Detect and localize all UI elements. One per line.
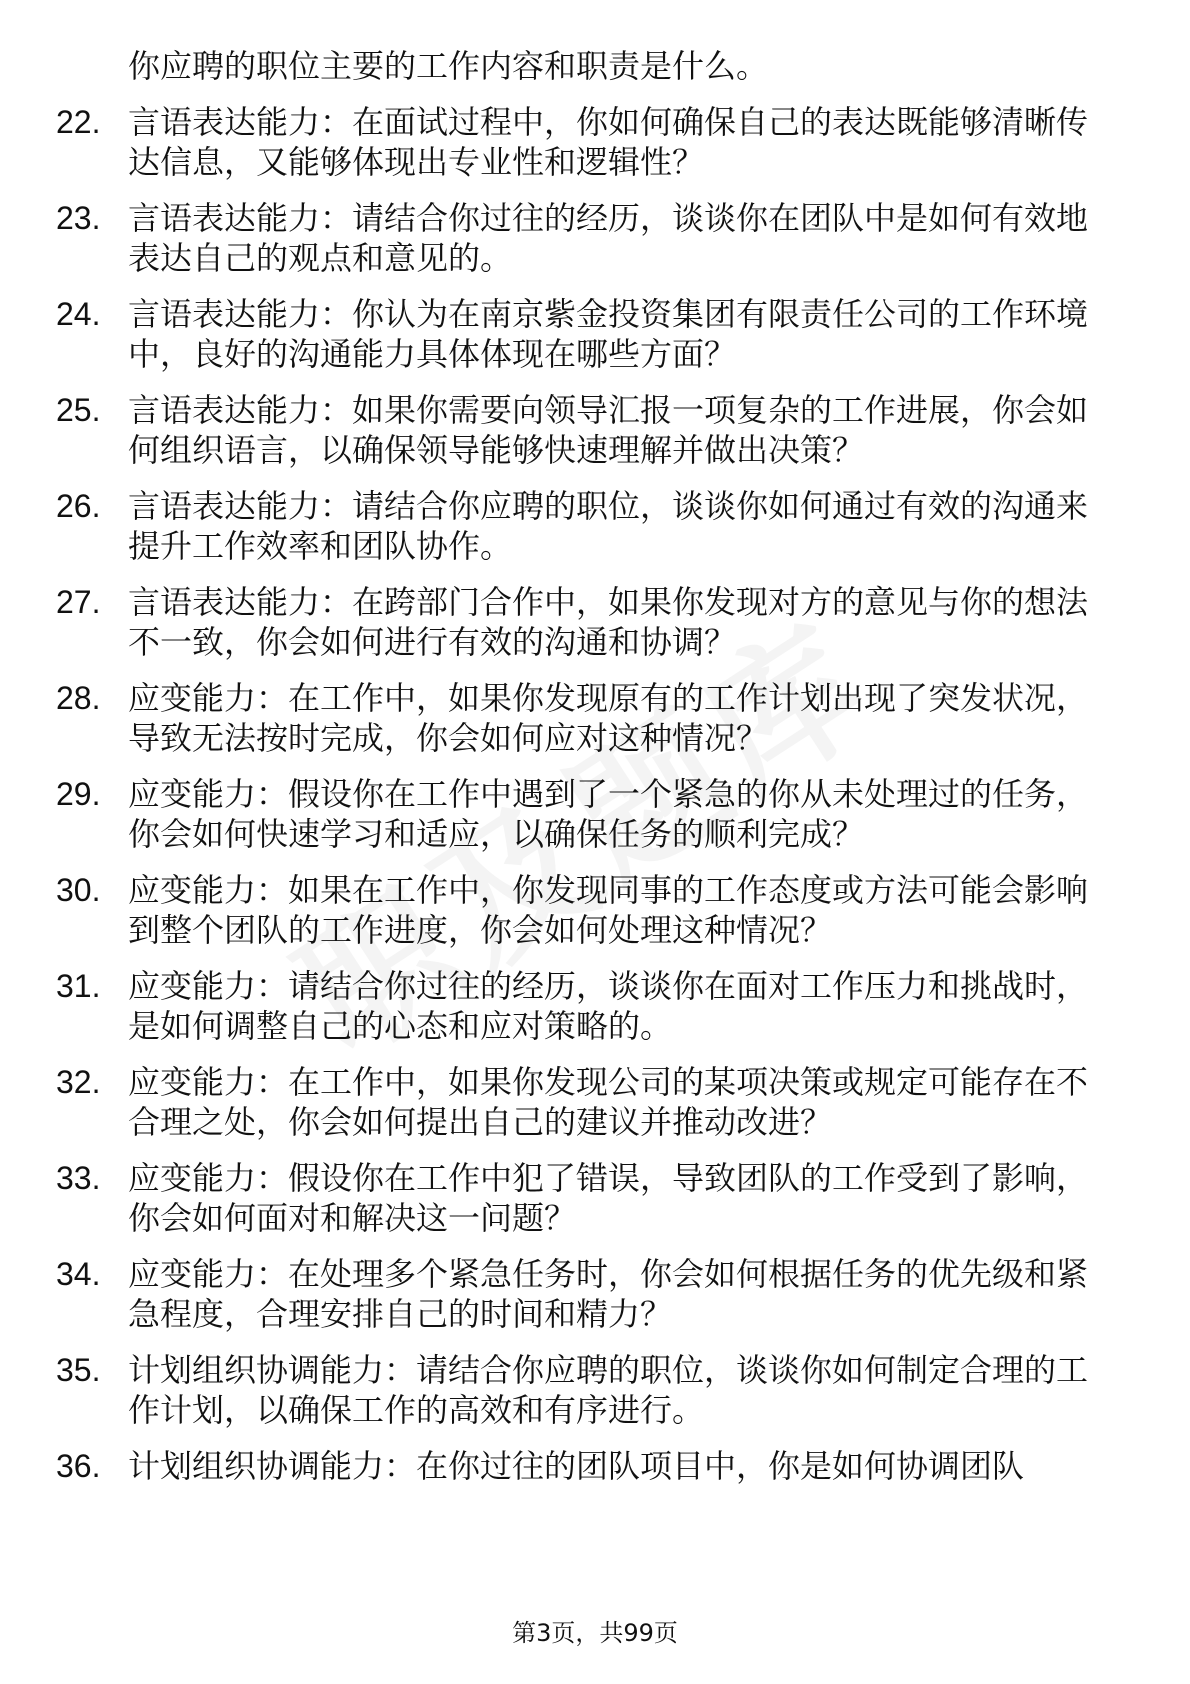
question-item: [56, 390, 1116, 470]
question-item: [56, 1446, 1116, 1486]
question-item: [56, 966, 1116, 1046]
question-item: [56, 1062, 1116, 1142]
question-text: 言语表达能力：如果你需要向领导汇报一项复杂的工作进展，你会如何组织语言，以确保领导能够快速理解并做出决策？: [128, 391, 1089, 469]
question-number: 36.: [56, 1448, 101, 1484]
question-item: [56, 582, 1116, 662]
question-list: [56, 46, 1116, 1502]
question-item: [56, 870, 1116, 950]
question-number: 31.: [56, 968, 101, 1004]
question-number: 25.: [56, 392, 101, 428]
continued-text: 你应聘的职位主要的工作内容和职责是什么。: [128, 47, 769, 85]
question-text: 应变能力：如果在工作中，你发现同事的工作态度或方法可能会影响到整个团队的工作进度，你会如何处理这种情况？: [128, 871, 1089, 949]
question-item: [56, 198, 1116, 278]
question-number: 27.: [56, 584, 101, 620]
question-number: 33.: [56, 1160, 101, 1196]
question-text: 计划组织协调能力：在你过往的团队项目中，你是如何协调团队: [128, 1447, 1025, 1485]
question-text: 言语表达能力：请结合你过往的经历，谈谈你在团队中是如何有效地表达自己的观点和意见的。: [128, 199, 1089, 277]
question-text: 计划组织协调能力：请结合你应聘的职位，谈谈你如何制定合理的工作计划，以确保工作的高效和有序进行。: [128, 1351, 1089, 1429]
question-text: 应变能力：在工作中，如果你发现公司的某项决策或规定可能存在不合理之处，你会如何提出自己的建议并推动改进？: [128, 1063, 1089, 1141]
question-item: [56, 678, 1116, 758]
question-text: 应变能力：请结合你过往的经历，谈谈你在面对工作压力和挑战时，是如何调整自己的心态和应对策略的。: [128, 967, 1089, 1045]
question-item: [56, 774, 1116, 854]
question-item: [56, 102, 1116, 182]
question-text: 应变能力：在处理多个紧急任务时，你会如何根据任务的优先级和紧急程度，合理安排自己的时间和精力？: [128, 1255, 1089, 1333]
question-item: [56, 1350, 1116, 1430]
question-text: 应变能力：假设你在工作中犯了错误，导致团队的工作受到了影响，你会如何面对和解决这一问题？: [128, 1159, 1089, 1237]
question-number: 22.: [56, 104, 101, 140]
question-item: [56, 1254, 1116, 1334]
question-text: 言语表达能力：在跨部门合作中，如果你发现对方的意见与你的想法不一致，你会如何进行有效的沟通和协调？: [128, 583, 1089, 661]
question-number: 30.: [56, 872, 101, 908]
question-number: 32.: [56, 1064, 101, 1100]
question-number: 34.: [56, 1256, 101, 1292]
question-text: 应变能力：假设你在工作中遇到了一个紧急的你从未处理过的任务，你会如何快速学习和适应，以确保任务的顺利完成？: [128, 775, 1089, 853]
question-text: 应变能力：在工作中，如果你发现原有的工作计划出现了突发状况，导致无法按时完成，你会如何应对这种情况？: [128, 679, 1089, 757]
question-item: [56, 1158, 1116, 1238]
question-item: [56, 294, 1116, 374]
question-number: 35.: [56, 1352, 101, 1388]
question-item: [56, 486, 1116, 566]
page-number-footer: 第3页，共99页: [512, 1619, 678, 1647]
question-text: 言语表达能力：请结合你应聘的职位，谈谈你如何通过有效的沟通来提升工作效率和团队协作。: [128, 487, 1089, 565]
question-text: 言语表达能力：你认为在南京紫金投资集团有限责任公司的工作环境中，良好的沟通能力具体体现在哪些方面？: [128, 295, 1089, 373]
question-number: 24.: [56, 296, 101, 332]
question-number: 29.: [56, 776, 101, 812]
question-number: 28.: [56, 680, 101, 716]
question-number: 23.: [56, 200, 101, 236]
question-number: 26.: [56, 488, 101, 524]
question-text: 言语表达能力：在面试过程中，你如何确保自己的表达既能够清晰传达信息，又能够体现出专业性和逻辑性？: [128, 103, 1089, 181]
